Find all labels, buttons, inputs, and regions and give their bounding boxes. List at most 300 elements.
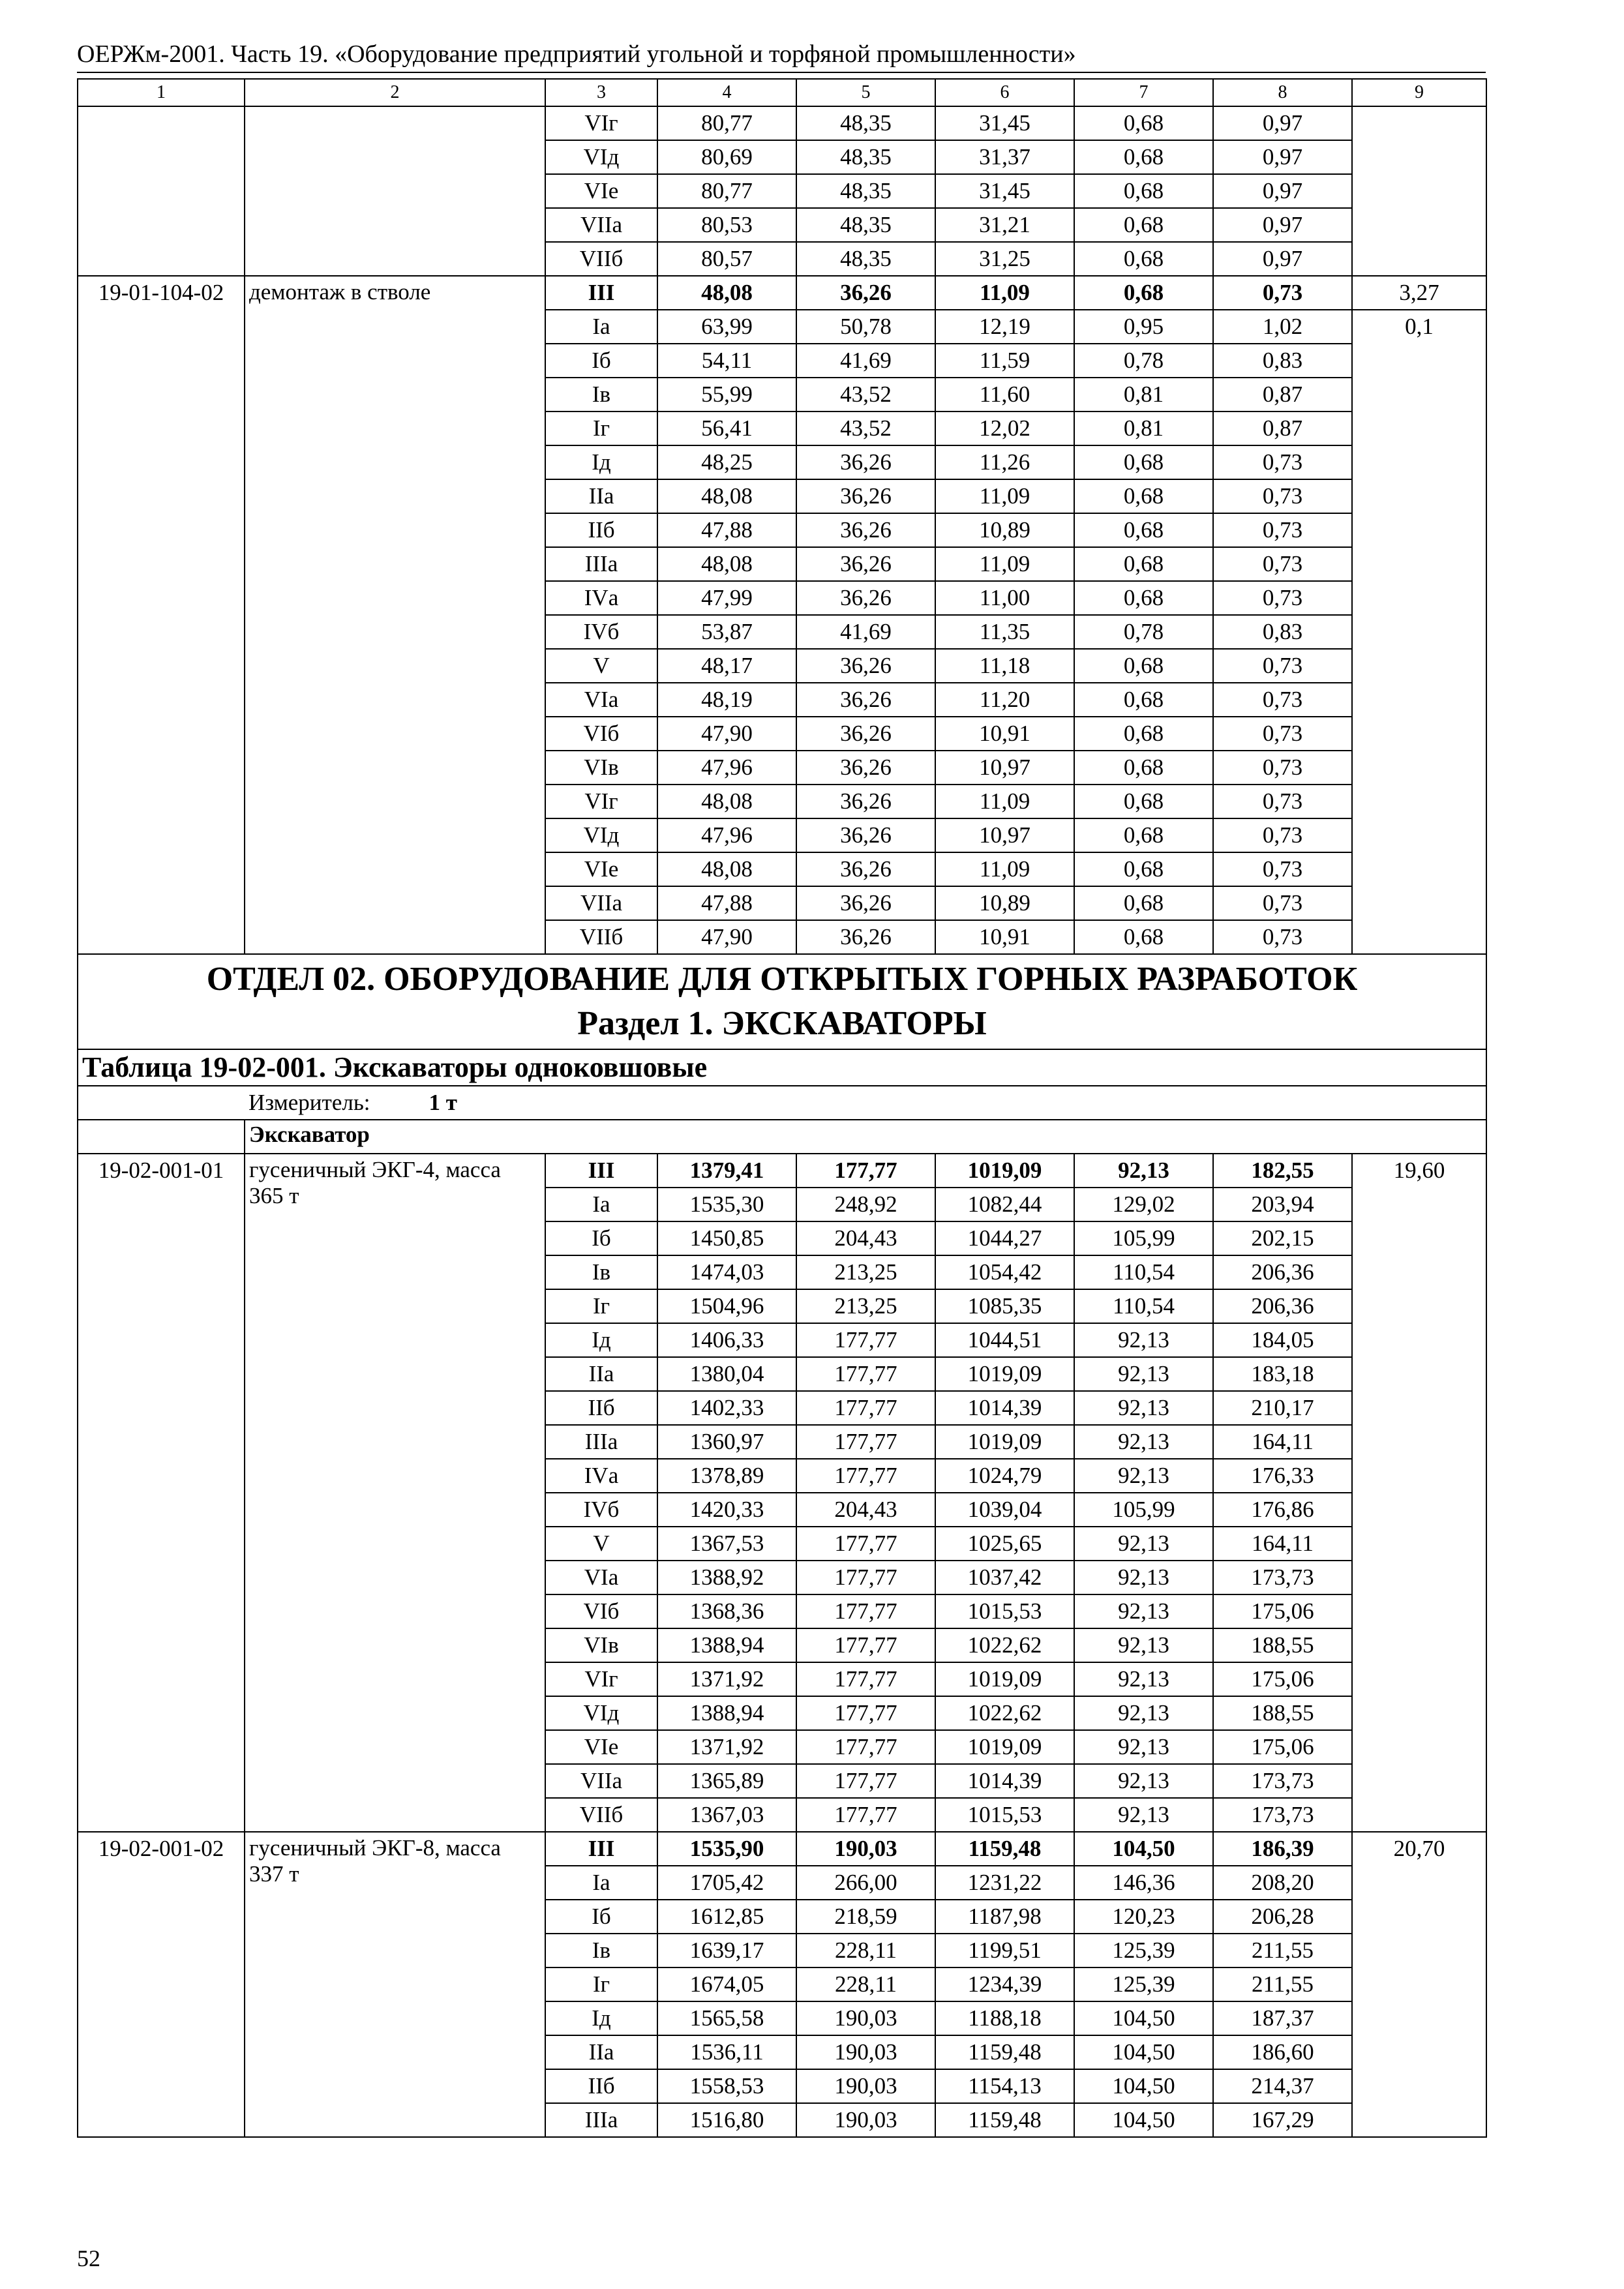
value-cell: 1367,03 xyxy=(657,1798,796,1832)
value-cell: VIв xyxy=(545,1628,657,1662)
value-cell: Iв xyxy=(545,378,657,411)
value-cell: IIа xyxy=(545,1357,657,1391)
value-cell: 47,90 xyxy=(657,717,796,751)
value-cell: Iа xyxy=(545,1866,657,1900)
value-cell: 1154,13 xyxy=(935,2069,1074,2103)
value-cell: 206,36 xyxy=(1213,1255,1352,1289)
value-cell: 188,55 xyxy=(1213,1696,1352,1730)
table-title-row xyxy=(78,1049,1486,1086)
value-cell: 0,68 xyxy=(1074,479,1213,513)
value-cell: 0,97 xyxy=(1213,242,1352,276)
value-cell: 1014,39 xyxy=(935,1391,1074,1425)
column-number: 1 xyxy=(78,79,245,106)
value-cell: 36,26 xyxy=(796,717,935,751)
value-cell: IIIа xyxy=(545,547,657,581)
value-cell: 0,78 xyxy=(1074,344,1213,378)
value-cell: 182,55 xyxy=(1213,1154,1352,1188)
value-cell: 0,73 xyxy=(1213,717,1352,751)
name-cell: гусеничный ЭКГ-4, масса 365 т xyxy=(245,1154,545,1832)
value-cell: 177,77 xyxy=(796,1628,935,1662)
value-cell: 48,08 xyxy=(657,479,796,513)
value-cell: 129,02 xyxy=(1074,1188,1213,1221)
value-cell: 1044,51 xyxy=(935,1323,1074,1357)
value-cell: 0,68 xyxy=(1074,547,1213,581)
value-cell: 48,08 xyxy=(657,785,796,818)
value-cell: 36,26 xyxy=(796,649,935,683)
value-cell: IIб xyxy=(545,2069,657,2103)
code-cell: 19-02-001-02 xyxy=(78,1832,245,2137)
value-cell: 54,11 xyxy=(657,344,796,378)
value-cell: VIIа xyxy=(545,1764,657,1798)
value-cell: 53,87 xyxy=(657,615,796,649)
column-number: 2 xyxy=(245,79,545,106)
col9-cell: 19,60 xyxy=(1352,1154,1486,1832)
value-cell: 1379,41 xyxy=(657,1154,796,1188)
value-cell: 92,13 xyxy=(1074,1357,1213,1391)
value-cell: 1535,30 xyxy=(657,1188,796,1221)
value-cell: 43,52 xyxy=(796,378,935,411)
value-cell: IVб xyxy=(545,1493,657,1527)
value-cell: VIд xyxy=(545,140,657,174)
value-cell: 187,37 xyxy=(1213,2001,1352,2035)
value-cell: 36,26 xyxy=(796,479,935,513)
value-cell: 11,18 xyxy=(935,649,1074,683)
value-cell: 0,68 xyxy=(1074,886,1213,920)
value-cell: 204,43 xyxy=(796,1221,935,1255)
value-cell: 120,23 xyxy=(1074,1900,1213,1934)
value-cell: 0,68 xyxy=(1074,242,1213,276)
value-cell: 167,29 xyxy=(1213,2103,1352,2137)
value-cell: 1367,53 xyxy=(657,1527,796,1561)
value-cell: 31,21 xyxy=(935,208,1074,242)
value-cell: 0,73 xyxy=(1213,920,1352,954)
value-cell: 1025,65 xyxy=(935,1527,1074,1561)
value-cell: 0,73 xyxy=(1213,818,1352,852)
value-cell: 92,13 xyxy=(1074,1459,1213,1493)
value-cell: 1388,94 xyxy=(657,1696,796,1730)
value-cell: 48,35 xyxy=(796,140,935,174)
table-title: Таблица 19-02-001. Экскаваторы одноковшовые xyxy=(78,1049,1486,1086)
value-cell: 177,77 xyxy=(796,1357,935,1391)
value-cell: 36,26 xyxy=(796,818,935,852)
table-row xyxy=(78,1154,1486,1188)
value-cell: IVб xyxy=(545,615,657,649)
value-cell: 1360,97 xyxy=(657,1425,796,1459)
value-cell: 36,26 xyxy=(796,751,935,785)
value-cell: 11,35 xyxy=(935,615,1074,649)
price-table xyxy=(77,78,1487,2138)
value-cell: 1231,22 xyxy=(935,1866,1074,1900)
value-cell: IVа xyxy=(545,1459,657,1493)
value-cell: 36,26 xyxy=(796,581,935,615)
value-cell: 36,26 xyxy=(796,920,935,954)
col9-cell: 3,27 xyxy=(1352,276,1486,310)
value-cell: 0,68 xyxy=(1074,581,1213,615)
value-cell: 63,99 xyxy=(657,310,796,344)
value-cell: 0,68 xyxy=(1074,174,1213,208)
col9-cell: 0,1 xyxy=(1352,310,1486,954)
value-cell: 1565,58 xyxy=(657,2001,796,2035)
value-cell: V xyxy=(545,649,657,683)
value-cell: Iд xyxy=(545,445,657,479)
value-cell: 177,77 xyxy=(796,1662,935,1696)
value-cell: 228,11 xyxy=(796,1967,935,2001)
value-cell: 0,73 xyxy=(1213,276,1352,310)
value-cell: 11,09 xyxy=(935,479,1074,513)
value-cell: 1380,04 xyxy=(657,1357,796,1391)
value-cell: 248,92 xyxy=(796,1188,935,1221)
value-cell: VIIб xyxy=(545,1798,657,1832)
group-spacer xyxy=(78,1120,245,1154)
value-cell: 55,99 xyxy=(657,378,796,411)
value-cell: 177,77 xyxy=(796,1459,935,1493)
value-cell: 92,13 xyxy=(1074,1425,1213,1459)
value-cell: 1535,90 xyxy=(657,1832,796,1866)
value-cell: 10,91 xyxy=(935,920,1074,954)
value-cell: VIе xyxy=(545,1730,657,1764)
code-cell: 19-01-104-02 xyxy=(78,276,245,954)
value-cell: Iа xyxy=(545,310,657,344)
value-cell: 1082,44 xyxy=(935,1188,1074,1221)
value-cell: 0,68 xyxy=(1074,208,1213,242)
value-cell: 1612,85 xyxy=(657,1900,796,1934)
value-cell: 48,19 xyxy=(657,683,796,717)
value-cell: 92,13 xyxy=(1074,1662,1213,1696)
value-cell: 80,57 xyxy=(657,242,796,276)
value-cell: 1039,04 xyxy=(935,1493,1074,1527)
value-cell: VIа xyxy=(545,683,657,717)
value-cell: 125,39 xyxy=(1074,1934,1213,1967)
value-cell: 266,00 xyxy=(796,1866,935,1900)
value-cell: Iв xyxy=(545,1934,657,1967)
value-cell: Iб xyxy=(545,1221,657,1255)
value-cell: 1199,51 xyxy=(935,1934,1074,1967)
value-cell: 48,35 xyxy=(796,208,935,242)
value-cell: 47,99 xyxy=(657,581,796,615)
value-cell: 48,17 xyxy=(657,649,796,683)
value-cell: VIб xyxy=(545,1594,657,1628)
value-cell: 0,68 xyxy=(1074,818,1213,852)
value-cell: 48,25 xyxy=(657,445,796,479)
value-cell: 48,08 xyxy=(657,852,796,886)
section-subheading: Раздел 1. ЭКСКАВАТОРЫ xyxy=(577,1005,987,1042)
col9-cell xyxy=(1352,106,1486,276)
value-cell: 36,26 xyxy=(796,547,935,581)
value-cell: Iд xyxy=(545,2001,657,2035)
value-cell: 1558,53 xyxy=(657,2069,796,2103)
value-cell: 92,13 xyxy=(1074,1594,1213,1628)
value-cell: 48,08 xyxy=(657,276,796,310)
value-cell: 1187,98 xyxy=(935,1900,1074,1934)
name-cell: гусеничный ЭКГ-8, масса 337 т xyxy=(245,1832,545,2137)
value-cell: 177,77 xyxy=(796,1594,935,1628)
value-cell: 1037,42 xyxy=(935,1561,1074,1594)
section-heading-row xyxy=(78,954,1486,1049)
code-cell: 19-02-001-01 xyxy=(78,1154,245,1832)
value-cell: 1234,39 xyxy=(935,1967,1074,2001)
value-cell: 10,97 xyxy=(935,751,1074,785)
value-cell: 104,50 xyxy=(1074,2035,1213,2069)
value-cell: 173,73 xyxy=(1213,1798,1352,1832)
value-cell: 11,26 xyxy=(935,445,1074,479)
value-cell: 11,20 xyxy=(935,683,1074,717)
value-cell: 1054,42 xyxy=(935,1255,1074,1289)
value-cell: VIе xyxy=(545,852,657,886)
group-row xyxy=(78,1120,1486,1154)
value-cell: 228,11 xyxy=(796,1934,935,1967)
value-cell: 176,86 xyxy=(1213,1493,1352,1527)
value-cell: 1674,05 xyxy=(657,1967,796,2001)
value-cell: 188,55 xyxy=(1213,1628,1352,1662)
value-cell: 146,36 xyxy=(1074,1866,1213,1900)
value-cell: 56,41 xyxy=(657,411,796,445)
value-cell: 48,35 xyxy=(796,242,935,276)
value-cell: 1516,80 xyxy=(657,2103,796,2137)
value-cell: 0,78 xyxy=(1074,615,1213,649)
value-cell: Iд xyxy=(545,1323,657,1357)
value-cell: VIIб xyxy=(545,920,657,954)
group-label: Экскаватор xyxy=(245,1120,1486,1154)
measure-cell xyxy=(245,1086,1486,1120)
value-cell: 186,60 xyxy=(1213,2035,1352,2069)
value-cell: 1371,92 xyxy=(657,1730,796,1764)
value-cell: VIIб xyxy=(545,242,657,276)
value-cell: 0,81 xyxy=(1074,378,1213,411)
value-cell: 10,97 xyxy=(935,818,1074,852)
value-cell: 110,54 xyxy=(1074,1255,1213,1289)
value-cell: 10,89 xyxy=(935,513,1074,547)
value-cell: 48,35 xyxy=(796,174,935,208)
value-cell: 177,77 xyxy=(796,1425,935,1459)
value-cell: 125,39 xyxy=(1074,1967,1213,2001)
value-cell: 92,13 xyxy=(1074,1154,1213,1188)
code-cell xyxy=(78,106,245,276)
value-cell: 10,89 xyxy=(935,886,1074,920)
value-cell: 1024,79 xyxy=(935,1459,1074,1493)
value-cell: 11,09 xyxy=(935,547,1074,581)
value-cell: Iг xyxy=(545,1967,657,2001)
value-cell: III xyxy=(545,1154,657,1188)
value-cell: 1705,42 xyxy=(657,1866,796,1900)
value-cell: 177,77 xyxy=(796,1798,935,1832)
value-cell: IIб xyxy=(545,513,657,547)
value-cell: VIг xyxy=(545,106,657,140)
value-cell: 1159,48 xyxy=(935,1832,1074,1866)
value-cell: 80,69 xyxy=(657,140,796,174)
value-cell: 80,53 xyxy=(657,208,796,242)
value-cell: III xyxy=(545,276,657,310)
value-cell: VIб xyxy=(545,717,657,751)
value-cell: 11,59 xyxy=(935,344,1074,378)
value-cell: 80,77 xyxy=(657,174,796,208)
value-cell: 0,73 xyxy=(1213,751,1352,785)
value-cell: 1022,62 xyxy=(935,1628,1074,1662)
value-cell: 1388,92 xyxy=(657,1561,796,1594)
value-cell: 11,09 xyxy=(935,276,1074,310)
value-cell: 41,69 xyxy=(796,344,935,378)
value-cell: 0,95 xyxy=(1074,310,1213,344)
value-cell: 177,77 xyxy=(796,1696,935,1730)
value-cell: 1019,09 xyxy=(935,1357,1074,1391)
value-cell: 11,09 xyxy=(935,785,1074,818)
value-cell: 164,11 xyxy=(1213,1527,1352,1561)
value-cell: 176,33 xyxy=(1213,1459,1352,1493)
value-cell: 36,26 xyxy=(796,852,935,886)
value-cell: 92,13 xyxy=(1074,1730,1213,1764)
value-cell: 203,94 xyxy=(1213,1188,1352,1221)
value-cell: 0,68 xyxy=(1074,683,1213,717)
value-cell: 1536,11 xyxy=(657,2035,796,2069)
value-cell: 1368,36 xyxy=(657,1594,796,1628)
table-row xyxy=(78,106,1486,140)
measure-value: 1 т xyxy=(429,1090,457,1115)
value-cell: 47,90 xyxy=(657,920,796,954)
value-cell: VIд xyxy=(545,1696,657,1730)
col9-cell: 20,70 xyxy=(1352,1832,1486,2137)
value-cell: 177,77 xyxy=(796,1764,935,1798)
value-cell: 0,87 xyxy=(1213,378,1352,411)
value-cell: 206,28 xyxy=(1213,1900,1352,1934)
value-cell: 36,26 xyxy=(796,445,935,479)
value-cell: 0,68 xyxy=(1074,276,1213,310)
value-cell: 104,50 xyxy=(1074,2103,1213,2137)
value-cell: 105,99 xyxy=(1074,1493,1213,1527)
value-cell: 202,15 xyxy=(1213,1221,1352,1255)
value-cell: 92,13 xyxy=(1074,1323,1213,1357)
value-cell: 1022,62 xyxy=(935,1696,1074,1730)
value-cell: 1085,35 xyxy=(935,1289,1074,1323)
value-cell: 47,96 xyxy=(657,751,796,785)
table-row xyxy=(78,276,1486,310)
column-number: 7 xyxy=(1074,79,1213,106)
page-number: 52 xyxy=(77,2245,100,2271)
value-cell: 1371,92 xyxy=(657,1662,796,1696)
value-cell: 175,06 xyxy=(1213,1594,1352,1628)
value-cell: 208,20 xyxy=(1213,1866,1352,1900)
value-cell: 0,68 xyxy=(1074,140,1213,174)
department-heading: ОТДЕЛ 02. ОБОРУДОВАНИЕ ДЛЯ ОТКРЫТЫХ ГОРНЫХ РАЗРАБОТОК xyxy=(206,961,1358,998)
value-cell: 0,68 xyxy=(1074,920,1213,954)
value-cell: 0,97 xyxy=(1213,208,1352,242)
value-cell: IIIа xyxy=(545,2103,657,2137)
value-cell: 1378,89 xyxy=(657,1459,796,1493)
value-cell: 0,73 xyxy=(1213,581,1352,615)
value-cell: 190,03 xyxy=(796,1832,935,1866)
value-cell: IIб xyxy=(545,1391,657,1425)
value-cell: 31,25 xyxy=(935,242,1074,276)
value-cell: 177,77 xyxy=(796,1391,935,1425)
value-cell: 31,45 xyxy=(935,106,1074,140)
value-cell: 0,73 xyxy=(1213,649,1352,683)
value-cell: 50,78 xyxy=(796,310,935,344)
value-cell: 92,13 xyxy=(1074,1696,1213,1730)
measure-spacer xyxy=(78,1086,245,1120)
value-cell: 164,11 xyxy=(1213,1425,1352,1459)
value-cell: 177,77 xyxy=(796,1154,935,1188)
value-cell: 1188,18 xyxy=(935,2001,1074,2035)
value-cell: Iб xyxy=(545,1900,657,1934)
value-cell: 214,37 xyxy=(1213,2069,1352,2103)
value-cell: 0,68 xyxy=(1074,649,1213,683)
value-cell: 48,35 xyxy=(796,106,935,140)
column-number: 8 xyxy=(1213,79,1352,106)
value-cell: 190,03 xyxy=(796,2069,935,2103)
value-cell: 0,68 xyxy=(1074,785,1213,818)
value-cell: 47,88 xyxy=(657,513,796,547)
value-cell: 0,73 xyxy=(1213,445,1352,479)
value-cell: Iг xyxy=(545,411,657,445)
value-cell: 1365,89 xyxy=(657,1764,796,1798)
value-cell: 173,73 xyxy=(1213,1561,1352,1594)
value-cell: 1639,17 xyxy=(657,1934,796,1967)
value-cell: 177,77 xyxy=(796,1730,935,1764)
value-cell: 0,81 xyxy=(1074,411,1213,445)
value-cell: 1019,09 xyxy=(935,1425,1074,1459)
value-cell: 0,83 xyxy=(1213,344,1352,378)
value-cell: 213,25 xyxy=(796,1289,935,1323)
value-cell: 0,97 xyxy=(1213,140,1352,174)
value-cell: 184,05 xyxy=(1213,1323,1352,1357)
table-body xyxy=(78,79,1486,2137)
value-cell: 36,26 xyxy=(796,276,935,310)
value-cell: 36,26 xyxy=(796,513,935,547)
value-cell: 36,26 xyxy=(796,683,935,717)
value-cell: 177,77 xyxy=(796,1561,935,1594)
value-cell: 177,77 xyxy=(796,1527,935,1561)
value-cell: 173,73 xyxy=(1213,1764,1352,1798)
value-cell: 105,99 xyxy=(1074,1221,1213,1255)
value-cell: 31,37 xyxy=(935,140,1074,174)
value-cell: 190,03 xyxy=(796,2001,935,2035)
value-cell: 0,68 xyxy=(1074,513,1213,547)
value-cell: IIа xyxy=(545,479,657,513)
value-cell: 211,55 xyxy=(1213,1934,1352,1967)
value-cell: 0,87 xyxy=(1213,411,1352,445)
value-cell: 43,52 xyxy=(796,411,935,445)
value-cell: 0,68 xyxy=(1074,852,1213,886)
value-cell: 36,26 xyxy=(796,886,935,920)
value-cell: 0,97 xyxy=(1213,106,1352,140)
value-cell: VIг xyxy=(545,1662,657,1696)
value-cell: 31,45 xyxy=(935,174,1074,208)
value-cell: 104,50 xyxy=(1074,2001,1213,2035)
value-cell: 1019,09 xyxy=(935,1154,1074,1188)
value-cell: 175,06 xyxy=(1213,1730,1352,1764)
value-cell: 104,50 xyxy=(1074,1832,1213,1866)
value-cell: 210,17 xyxy=(1213,1391,1352,1425)
value-cell: IIа xyxy=(545,2035,657,2069)
value-cell: 110,54 xyxy=(1074,1289,1213,1323)
column-number: 9 xyxy=(1352,79,1486,106)
value-cell: 92,13 xyxy=(1074,1391,1213,1425)
value-cell: 0,73 xyxy=(1213,547,1352,581)
value-cell: III xyxy=(545,1832,657,1866)
section-heading xyxy=(78,954,1486,1049)
measure-label: Измеритель: xyxy=(248,1090,370,1115)
value-cell: VIд xyxy=(545,818,657,852)
value-cell: 0,73 xyxy=(1213,683,1352,717)
value-cell: 186,39 xyxy=(1213,1832,1352,1866)
value-cell: 104,50 xyxy=(1074,2069,1213,2103)
value-cell: IIIа xyxy=(545,1425,657,1459)
value-cell: VIIа xyxy=(545,886,657,920)
value-cell: 12,02 xyxy=(935,411,1074,445)
value-cell: 1019,09 xyxy=(935,1730,1074,1764)
value-cell: 1159,48 xyxy=(935,2103,1074,2137)
value-cell: 1474,03 xyxy=(657,1255,796,1289)
value-cell: 92,13 xyxy=(1074,1764,1213,1798)
table-row xyxy=(78,1832,1486,1866)
